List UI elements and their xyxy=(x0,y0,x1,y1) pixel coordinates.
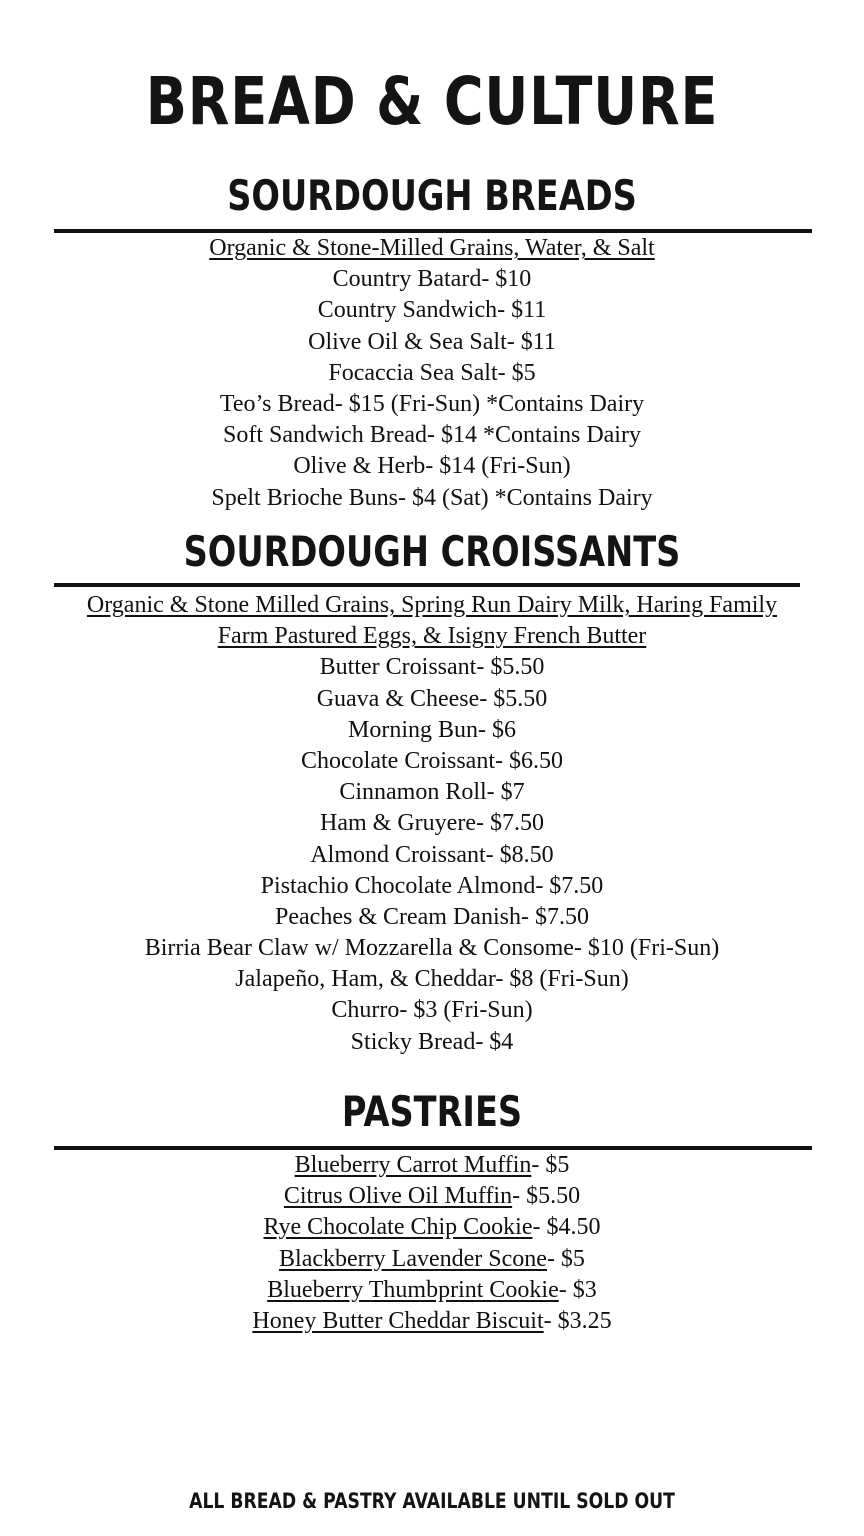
pastry-name: Blueberry Carrot Muffin xyxy=(294,1152,532,1178)
croissants-section-title: SOURDOUGH CROISSANTS xyxy=(183,527,681,576)
pastry-name: Rye Chocolate Chip Cookie xyxy=(263,1214,533,1241)
list-item xyxy=(0,1244,864,1275)
croissants-list xyxy=(0,590,864,1058)
list-item: Guava & Cheese- $5.50 xyxy=(316,685,548,712)
list-item: Butter Croissant- $5.50 xyxy=(319,654,545,681)
list-item xyxy=(0,1306,864,1337)
pastry-price: - $3.25 xyxy=(543,1307,612,1334)
list-item: Birria Bear Claw w/ Mozzarella & Consome- $10 (Fri-Sun) xyxy=(144,935,720,962)
list-item: Teo’s Bread- $15 (Fri-Sun) *Contains Dairy xyxy=(219,390,645,417)
list-item: Almond Croissant- $8.50 xyxy=(310,841,554,868)
list-item: Focaccia Sea Salt- $5 xyxy=(328,359,536,386)
list-item: Morning Bun- $6 xyxy=(348,716,516,743)
pastry-price: - $5 xyxy=(531,1152,570,1178)
breads-subtitle: Organic & Stone-Milled Grains, Water, & Salt xyxy=(209,235,655,261)
brand-title: BREAD & CULTURE xyxy=(145,63,719,140)
list-item: Jalapeño, Ham, & Cheddar- $8 (Fri-Sun) xyxy=(235,966,629,993)
list-item: Ham & Gruyere- $7.50 xyxy=(320,810,544,837)
list-item: Country Batard- $10 xyxy=(332,266,532,293)
pastry-name: Blueberry Thumbprint Cookie xyxy=(267,1276,559,1303)
pastry-price: - $4.50 xyxy=(532,1214,601,1241)
list-item: Olive & Herb- $14 (Fri-Sun) xyxy=(293,453,571,480)
breads-section-title: SOURDOUGH BREADS xyxy=(227,171,637,220)
pastry-price: - $3 xyxy=(558,1276,597,1303)
list-item xyxy=(0,1275,864,1306)
list-item xyxy=(0,1150,864,1181)
croissants-subtitle-line: Farm Pastured Eggs, & Isigny French Butter xyxy=(217,623,647,650)
pastry-price: - $5.50 xyxy=(512,1183,581,1210)
croissants-subtitle-line: Organic & Stone Milled Grains, Spring Run Dairy Milk, Haring Family xyxy=(86,592,778,618)
pastry-name: Blackberry Lavender Scone xyxy=(279,1245,547,1272)
list-item: Churro- $3 (Fri-Sun) xyxy=(331,997,533,1024)
list-item: Olive Oil & Sea Salt- $11 xyxy=(308,328,556,355)
pastry-name: Honey Butter Cheddar Biscuit xyxy=(252,1307,544,1334)
pastry-name: Citrus Olive Oil Muffin xyxy=(283,1183,513,1210)
pastries-section-title: PASTRIES xyxy=(341,1087,523,1136)
list-item xyxy=(0,1181,864,1212)
list-item: Soft Sandwich Bread- $14 *Contains Dairy xyxy=(223,422,641,449)
croissants-divider xyxy=(54,583,800,587)
list-item: Spelt Brioche Buns- $4 (Sat) *Contains Dairy xyxy=(211,484,653,511)
list-item: Peaches & Cream Danish- $7.50 xyxy=(275,903,589,930)
list-item: Chocolate Croissant- $6.50 xyxy=(301,747,563,774)
pastries-list xyxy=(0,1150,864,1337)
list-item xyxy=(0,1212,864,1243)
breads-list xyxy=(0,233,864,514)
pastry-price: - $5 xyxy=(546,1245,585,1272)
list-item: Country Sandwich- $11 xyxy=(317,297,547,324)
list-item: Pistachio Chocolate Almond- $7.50 xyxy=(260,872,604,899)
list-item: Sticky Bread- $4 xyxy=(350,1028,514,1055)
list-item: Cinnamon Roll- $7 xyxy=(339,779,525,806)
footer-note: ALL BREAD & PASTRY AVAILABLE UNTIL SOLD OUT xyxy=(189,1489,675,1513)
